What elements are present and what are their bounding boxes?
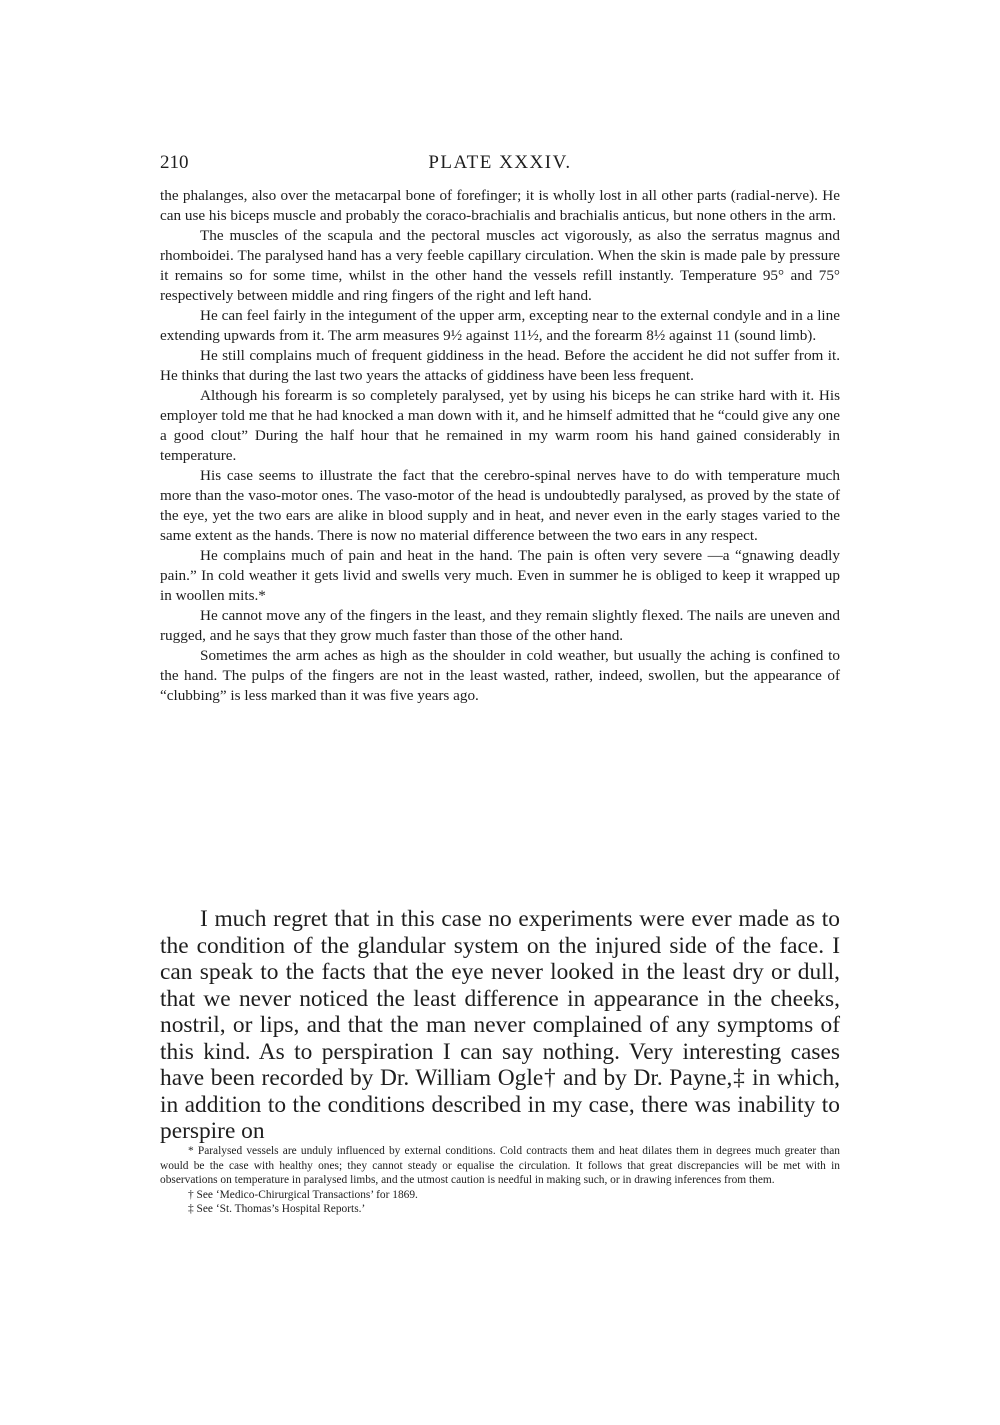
page-header (160, 150, 840, 180)
paragraph: He cannot move any of the fingers in the least, and they remain slightly flexed. The nails are uneven and rugged, and he says that they grow much faster than those of the other hand. (160, 607, 840, 644)
paragraph: The muscles of the scapula and the pectoral muscles act vigorously, as also the serratus magnus and rhomboidei. The paralysed hand has a very feeble capillary circulation. When the skin is made pale by pressure it remains so for some time, whilst in the other hand the vessels refill instantly. Temperature 95° and 75° respectively between middle and ring fingers of the right and left hand. (160, 227, 840, 304)
paragraph: Sometimes the arm aches as high as the shoulder in cold weather, but usually the aching is confined to the hand. The pulps of the fingers are not in the least wasted, rather, indeed, swollen, but the appearance of “clubbing” is less marked than it was five years ago. (160, 647, 840, 704)
paragraph: His case seems to illustrate the fact that the cerebro-spinal nerves have to do with temperature much more than the vaso-motor ones. The vaso-motor of the head is undoubtedly paralysed, as proved by the state of the eye, yet the two ears are alike in blood supply and in heat, and never even in the early stages varied to the same extent as the hands. There is now no material difference between the two ears in any respect. (160, 467, 840, 544)
footnote: ‡ See ‘St. Thomas’s Hospital Reports.’ (188, 1203, 366, 1216)
footnote: † See ‘Medico-Chirurgical Transactions’ for 1869. (188, 1188, 418, 1201)
footnote: * Paralysed vessels are unduly influenced by external conditions. Cold contracts them and heat dilates them in degrees much greater than would be the case with healthy ones; they cannot steady or equalise the circulation. It follows that great discrepancies will be met with in observations on temperature in paralysed limbs, and the utmost caution is needful in making such, or in drawing inferences from them. (160, 1145, 840, 1187)
paragraph: Although his forearm is so completely paralysed, yet by using his biceps he can strike hard with it. His employer told me that he had knocked a man down with it, and he himself admitted that he “could give any one a good clout” During the half hour that he remained in my warm room his hand gained considerably in temperature. (160, 387, 840, 464)
running-head: PLATE XXXIV. (428, 152, 572, 173)
case-notes (160, 186, 840, 706)
commentary-text (160, 906, 840, 1145)
paragraph: the phalanges, also over the metacarpal bone of forefinger; it is wholly lost in all other parts (radial-nerve). He can use his biceps muscle and probably the coraco-brachialis and brachialis anticus, but none others in the arm. (160, 187, 840, 224)
footnotes (160, 1144, 840, 1217)
paragraph: He complains much of pain and heat in the hand. The pain is often very severe —a “gnawing deadly pain.” In cold weather it gets livid and swells very much. Even in summer he is obliged to keep it wrapped up in woollen mits.* (160, 547, 840, 604)
paragraph: He can feel fairly in the integument of the upper arm, excepting near to the external condyle and in a line extending upwards from it. The arm measures 9½ against 11½, and the forearm 8½ against 11 (sound limb). (160, 307, 840, 344)
page-number: 210 (160, 152, 189, 173)
paragraph: I much regret that in this case no experiments were ever made as to the condition of the glandular system on the injured side of the face. I can speak to the facts that the eye never looked in the least dry or dull, that we never noticed the least difference in appearance in the cheeks, nostril, or lips, and that the man never complained of any symptoms of this kind. As to perspiration I can say nothing. Very interesting cases have been recorded by Dr. William Ogle† and by Dr. Payne,‡ in which, in addition to the conditions described in my case, there was inability to perspire on (160, 906, 840, 1144)
paragraph: He still complains much of frequent giddiness in the head. Before the accident he did not suffer from it. He thinks that during the last two years the attacks of giddiness have been less frequent. (160, 347, 840, 384)
